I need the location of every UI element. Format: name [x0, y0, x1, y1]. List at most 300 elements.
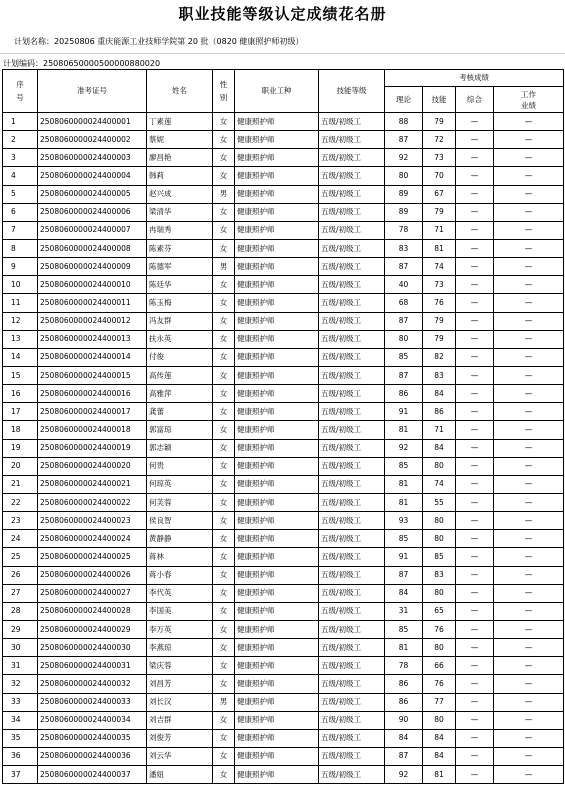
row-theory: 87 — [385, 747, 423, 765]
row-gender: 女 — [213, 512, 235, 530]
table-row — [3, 729, 564, 747]
row-skill: 84 — [423, 729, 456, 747]
row-work: — — [494, 475, 564, 493]
row-work: — — [494, 312, 564, 330]
row-work: — — [494, 149, 564, 167]
table-row — [3, 475, 564, 493]
row-work: — — [494, 457, 564, 475]
row-work: — — [494, 439, 564, 457]
row-seq: 32 — [3, 675, 38, 693]
table-row — [3, 239, 564, 257]
row-ticket: 2508060000024400010 — [38, 276, 147, 294]
row-level: 五级/初级工 — [319, 602, 385, 620]
row-comprehensive: — — [456, 766, 494, 784]
row-name: 赵兴成 — [147, 185, 213, 203]
row-job: 健康照护师 — [235, 512, 319, 530]
row-theory: 78 — [385, 657, 423, 675]
row-name: 付俊 — [147, 348, 213, 366]
row-work: — — [494, 566, 564, 584]
row-job: 健康照护师 — [235, 584, 319, 602]
row-theory: 92 — [385, 766, 423, 784]
row-seq: 16 — [3, 385, 38, 403]
row-work: — — [494, 693, 564, 711]
row-comprehensive: — — [456, 457, 494, 475]
row-skill: 81 — [423, 766, 456, 784]
row-comprehensive: — — [456, 711, 494, 729]
row-seq: 6 — [3, 203, 38, 221]
header-work-label: 工作业绩 — [521, 89, 536, 110]
score-roster-table — [2, 69, 564, 784]
row-comprehensive: — — [456, 747, 494, 765]
row-work: — — [494, 493, 564, 511]
row-work: — — [494, 203, 564, 221]
table-row — [3, 366, 564, 384]
row-name: 梁清华 — [147, 203, 213, 221]
row-ticket: 2508060000024400034 — [38, 711, 147, 729]
table-row — [3, 149, 564, 167]
row-comprehensive: — — [456, 620, 494, 638]
row-skill: 76 — [423, 675, 456, 693]
row-seq: 21 — [3, 475, 38, 493]
row-seq: 14 — [3, 348, 38, 366]
row-ticket: 2508060000024400037 — [38, 766, 147, 784]
table-row — [3, 747, 564, 765]
row-theory: 85 — [385, 348, 423, 366]
row-work: — — [494, 221, 564, 239]
row-comprehensive: — — [456, 530, 494, 548]
row-skill: 85 — [423, 548, 456, 566]
row-theory: 85 — [385, 457, 423, 475]
row-job: 健康照护师 — [235, 131, 319, 149]
header-scores: 考核成绩 — [385, 70, 564, 87]
row-gender: 女 — [213, 639, 235, 657]
row-skill: 71 — [423, 221, 456, 239]
row-seq: 9 — [3, 258, 38, 276]
row-ticket: 2508060000024400012 — [38, 312, 147, 330]
row-level: 五级/初级工 — [319, 675, 385, 693]
row-gender: 女 — [213, 366, 235, 384]
table-row — [3, 657, 564, 675]
row-theory: 91 — [385, 403, 423, 421]
row-level: 五级/初级工 — [319, 493, 385, 511]
row-job: 健康照护师 — [235, 675, 319, 693]
row-name: 高雅萍 — [147, 385, 213, 403]
row-job: 健康照护师 — [235, 439, 319, 457]
row-comprehensive: — — [456, 258, 494, 276]
row-work: — — [494, 131, 564, 149]
row-ticket: 2508060000024400028 — [38, 602, 147, 620]
row-job: 健康照护师 — [235, 312, 319, 330]
row-seq: 4 — [3, 167, 38, 185]
row-name: 李代英 — [147, 584, 213, 602]
row-skill: 86 — [423, 403, 456, 421]
row-job: 健康照护师 — [235, 620, 319, 638]
row-comprehensive: — — [456, 185, 494, 203]
row-theory: 89 — [385, 203, 423, 221]
row-seq: 1 — [3, 113, 38, 131]
row-comprehensive: — — [456, 657, 494, 675]
row-level: 五级/初级工 — [319, 747, 385, 765]
table-row — [3, 693, 564, 711]
row-comprehensive: — — [456, 385, 494, 403]
row-ticket: 2508060000024400002 — [38, 131, 147, 149]
row-seq: 25 — [3, 548, 38, 566]
table-row — [3, 548, 564, 566]
row-gender: 女 — [213, 584, 235, 602]
row-name: 刘昌芳 — [147, 675, 213, 693]
row-comprehensive: — — [456, 693, 494, 711]
row-name: 郭志颖 — [147, 439, 213, 457]
row-comprehensive: — — [456, 330, 494, 348]
table-row — [3, 639, 564, 657]
row-ticket: 2508060000024400017 — [38, 403, 147, 421]
row-work: — — [494, 113, 564, 131]
header-gender — [213, 70, 235, 113]
row-theory: 31 — [385, 602, 423, 620]
row-work: — — [494, 421, 564, 439]
row-level: 五级/初级工 — [319, 729, 385, 747]
row-name: 梁庆蓉 — [147, 657, 213, 675]
row-name: 蔡妮 — [147, 131, 213, 149]
table-row — [3, 439, 564, 457]
row-work: — — [494, 167, 564, 185]
row-name: 陈素芬 — [147, 239, 213, 257]
row-skill: 79 — [423, 330, 456, 348]
row-ticket: 2508060000024400018 — [38, 421, 147, 439]
row-job: 健康照护师 — [235, 149, 319, 167]
row-comprehensive: — — [456, 493, 494, 511]
row-theory: 92 — [385, 149, 423, 167]
row-level: 五级/初级工 — [319, 113, 385, 131]
row-theory: 80 — [385, 167, 423, 185]
row-name: 潘妞 — [147, 766, 213, 784]
row-work: — — [494, 657, 564, 675]
row-comprehensive: — — [456, 203, 494, 221]
row-ticket: 2508060000024400016 — [38, 385, 147, 403]
row-gender: 女 — [213, 675, 235, 693]
row-comprehensive: — — [456, 729, 494, 747]
row-comprehensive: — — [456, 584, 494, 602]
row-job: 健康照护师 — [235, 711, 319, 729]
row-name: 刘俊芳 — [147, 729, 213, 747]
row-gender: 女 — [213, 421, 235, 439]
row-comprehensive: — — [456, 167, 494, 185]
row-gender: 女 — [213, 657, 235, 675]
row-gender: 女 — [213, 548, 235, 566]
table-row — [3, 276, 564, 294]
row-theory: 87 — [385, 366, 423, 384]
row-level: 五级/初级工 — [319, 639, 385, 657]
table-row — [3, 584, 564, 602]
row-skill: 76 — [423, 294, 456, 312]
row-work: — — [494, 294, 564, 312]
row-job: 健康照护师 — [235, 729, 319, 747]
row-ticket: 2508060000024400019 — [38, 439, 147, 457]
row-job: 健康照护师 — [235, 421, 319, 439]
row-comprehensive: — — [456, 131, 494, 149]
header-ticket: 准考证号 — [38, 70, 147, 113]
row-seq: 28 — [3, 602, 38, 620]
row-comprehensive: — — [456, 239, 494, 257]
table-row — [3, 312, 564, 330]
row-skill: 79 — [423, 113, 456, 131]
row-gender: 女 — [213, 167, 235, 185]
row-skill: 83 — [423, 566, 456, 584]
row-gender: 女 — [213, 457, 235, 475]
row-skill: 73 — [423, 149, 456, 167]
row-theory: 84 — [385, 729, 423, 747]
row-level: 五级/初级工 — [319, 276, 385, 294]
row-level: 五级/初级工 — [319, 693, 385, 711]
plan-name: 计划名称：20250806 重庆能源工业技师学院第 20 批（0820 健康照护师初级） — [14, 37, 304, 46]
row-work: — — [494, 766, 564, 784]
row-ticket: 2508060000024400024 — [38, 530, 147, 548]
header-gender-label: 性别 — [219, 80, 228, 102]
table-body — [3, 113, 564, 784]
row-job: 健康照护师 — [235, 403, 319, 421]
table-row — [3, 766, 564, 784]
row-job: 健康照护师 — [235, 185, 319, 203]
row-skill: 74 — [423, 475, 456, 493]
row-theory: 81 — [385, 475, 423, 493]
row-level: 五级/初级工 — [319, 312, 385, 330]
row-skill: 84 — [423, 747, 456, 765]
row-level: 五级/初级工 — [319, 475, 385, 493]
row-name: 李燕琼 — [147, 639, 213, 657]
header-divider — [0, 53, 565, 54]
row-job: 健康照护师 — [235, 330, 319, 348]
row-gender: 女 — [213, 493, 235, 511]
row-comprehensive: — — [456, 512, 494, 530]
row-theory: 40 — [385, 276, 423, 294]
row-job: 健康照护师 — [235, 657, 319, 675]
row-work: — — [494, 330, 564, 348]
row-seq: 24 — [3, 530, 38, 548]
row-seq: 33 — [3, 693, 38, 711]
row-comprehensive: — — [456, 566, 494, 584]
row-theory: 78 — [385, 221, 423, 239]
row-ticket: 2508060000024400023 — [38, 512, 147, 530]
row-name: 刘吉群 — [147, 711, 213, 729]
table-row — [3, 258, 564, 276]
row-name: 何芙蓉 — [147, 493, 213, 511]
row-name: 郭富琼 — [147, 421, 213, 439]
row-gender: 女 — [213, 729, 235, 747]
row-skill: 76 — [423, 620, 456, 638]
row-theory: 93 — [385, 512, 423, 530]
row-name: 冉瑞秀 — [147, 221, 213, 239]
row-seq: 20 — [3, 457, 38, 475]
row-level: 五级/初级工 — [319, 348, 385, 366]
row-theory: 84 — [385, 584, 423, 602]
row-job: 健康照护师 — [235, 747, 319, 765]
table-row — [3, 185, 564, 203]
row-work: — — [494, 602, 564, 620]
row-job: 健康照护师 — [235, 566, 319, 584]
table-row — [3, 512, 564, 530]
header-seq-label: 序号 — [16, 80, 24, 102]
row-level: 五级/初级工 — [319, 403, 385, 421]
row-name: 刘长汉 — [147, 693, 213, 711]
row-skill: 71 — [423, 421, 456, 439]
row-job: 健康照护师 — [235, 548, 319, 566]
table-row — [3, 566, 564, 584]
row-name: 蒋小春 — [147, 566, 213, 584]
row-gender: 女 — [213, 312, 235, 330]
row-job: 健康照护师 — [235, 366, 319, 384]
row-theory: 86 — [385, 675, 423, 693]
row-gender: 女 — [213, 221, 235, 239]
row-level: 五级/初级工 — [319, 439, 385, 457]
row-job: 健康照护师 — [235, 113, 319, 131]
row-job: 健康照护师 — [235, 258, 319, 276]
row-gender: 女 — [213, 475, 235, 493]
row-name: 丁素莲 — [147, 113, 213, 131]
row-work: — — [494, 258, 564, 276]
row-ticket: 2508060000024400001 — [38, 113, 147, 131]
row-ticket: 2508060000024400026 — [38, 566, 147, 584]
row-gender: 女 — [213, 330, 235, 348]
table-row — [3, 711, 564, 729]
header-seq — [3, 70, 38, 113]
row-skill: 67 — [423, 185, 456, 203]
row-name: 陈廷华 — [147, 276, 213, 294]
row-skill: 74 — [423, 258, 456, 276]
row-theory: 85 — [385, 620, 423, 638]
row-ticket: 2508060000024400021 — [38, 475, 147, 493]
row-level: 五级/初级工 — [319, 385, 385, 403]
row-level: 五级/初级工 — [319, 185, 385, 203]
row-level: 五级/初级工 — [319, 566, 385, 584]
row-seq: 37 — [3, 766, 38, 784]
row-theory: 90 — [385, 711, 423, 729]
row-seq: 17 — [3, 403, 38, 421]
row-comprehensive: — — [456, 276, 494, 294]
row-seq: 10 — [3, 276, 38, 294]
header-comprehensive: 综合 — [456, 87, 494, 113]
row-skill: 80 — [423, 639, 456, 657]
row-level: 五级/初级工 — [319, 258, 385, 276]
row-work: — — [494, 512, 564, 530]
row-ticket: 2508060000024400032 — [38, 675, 147, 693]
row-ticket: 2508060000024400036 — [38, 747, 147, 765]
row-skill: 80 — [423, 512, 456, 530]
row-comprehensive: — — [456, 294, 494, 312]
row-seq: 5 — [3, 185, 38, 203]
row-level: 五级/初级工 — [319, 294, 385, 312]
row-theory: 83 — [385, 239, 423, 257]
row-skill: 55 — [423, 493, 456, 511]
table-row — [3, 167, 564, 185]
row-work: — — [494, 239, 564, 257]
row-work: — — [494, 366, 564, 384]
row-theory: 87 — [385, 131, 423, 149]
row-seq: 23 — [3, 512, 38, 530]
table-row — [3, 113, 564, 131]
row-theory: 87 — [385, 258, 423, 276]
row-job: 健康照护师 — [235, 602, 319, 620]
row-theory: 91 — [385, 548, 423, 566]
row-job: 健康照护师 — [235, 385, 319, 403]
row-work: — — [494, 276, 564, 294]
row-seq: 34 — [3, 711, 38, 729]
row-skill: 80 — [423, 711, 456, 729]
row-comprehensive: — — [456, 366, 494, 384]
row-gender: 女 — [213, 149, 235, 167]
row-job: 健康照护师 — [235, 167, 319, 185]
row-theory: 86 — [385, 385, 423, 403]
row-job: 健康照护师 — [235, 475, 319, 493]
row-theory: 86 — [385, 693, 423, 711]
row-name: 廖昌艳 — [147, 149, 213, 167]
table-row — [3, 203, 564, 221]
row-level: 五级/初级工 — [319, 366, 385, 384]
row-seq: 19 — [3, 439, 38, 457]
row-level: 五级/初级工 — [319, 620, 385, 638]
row-level: 五级/初级工 — [319, 421, 385, 439]
row-gender: 女 — [213, 131, 235, 149]
row-skill: 77 — [423, 693, 456, 711]
row-theory: 81 — [385, 493, 423, 511]
row-skill: 83 — [423, 366, 456, 384]
row-job: 健康照护师 — [235, 221, 319, 239]
row-job: 健康照护师 — [235, 530, 319, 548]
row-ticket: 2508060000024400035 — [38, 729, 147, 747]
row-ticket: 2508060000024400005 — [38, 185, 147, 203]
row-ticket: 2508060000024400014 — [38, 348, 147, 366]
row-skill: 84 — [423, 385, 456, 403]
row-comprehensive: — — [456, 403, 494, 421]
row-skill: 81 — [423, 239, 456, 257]
table-row — [3, 620, 564, 638]
row-gender: 女 — [213, 602, 235, 620]
row-seq: 30 — [3, 639, 38, 657]
row-name: 冯友群 — [147, 312, 213, 330]
row-job: 健康照护师 — [235, 348, 319, 366]
row-level: 五级/初级工 — [319, 457, 385, 475]
row-seq: 36 — [3, 747, 38, 765]
header-level: 技能等级 — [319, 70, 385, 113]
row-skill: 65 — [423, 602, 456, 620]
table-row — [3, 493, 564, 511]
row-skill: 73 — [423, 276, 456, 294]
row-comprehensive: — — [456, 348, 494, 366]
table-row — [3, 131, 564, 149]
row-name: 黄静静 — [147, 530, 213, 548]
row-comprehensive: — — [456, 113, 494, 131]
row-gender: 女 — [213, 711, 235, 729]
row-job: 健康照护师 — [235, 639, 319, 657]
row-job: 健康照护师 — [235, 766, 319, 784]
row-gender: 女 — [213, 239, 235, 257]
row-ticket: 2508060000024400029 — [38, 620, 147, 638]
row-seq: 22 — [3, 493, 38, 511]
row-name: 蒋林 — [147, 548, 213, 566]
row-ticket: 2508060000024400009 — [38, 258, 147, 276]
row-skill: 66 — [423, 657, 456, 675]
row-seq: 18 — [3, 421, 38, 439]
row-level: 五级/初级工 — [319, 131, 385, 149]
row-theory: 85 — [385, 530, 423, 548]
row-seq: 11 — [3, 294, 38, 312]
row-work: — — [494, 711, 564, 729]
table-row — [3, 530, 564, 548]
row-gender: 女 — [213, 566, 235, 584]
header-name: 姓名 — [147, 70, 213, 113]
row-theory: 81 — [385, 639, 423, 657]
row-gender: 女 — [213, 294, 235, 312]
row-seq: 31 — [3, 657, 38, 675]
